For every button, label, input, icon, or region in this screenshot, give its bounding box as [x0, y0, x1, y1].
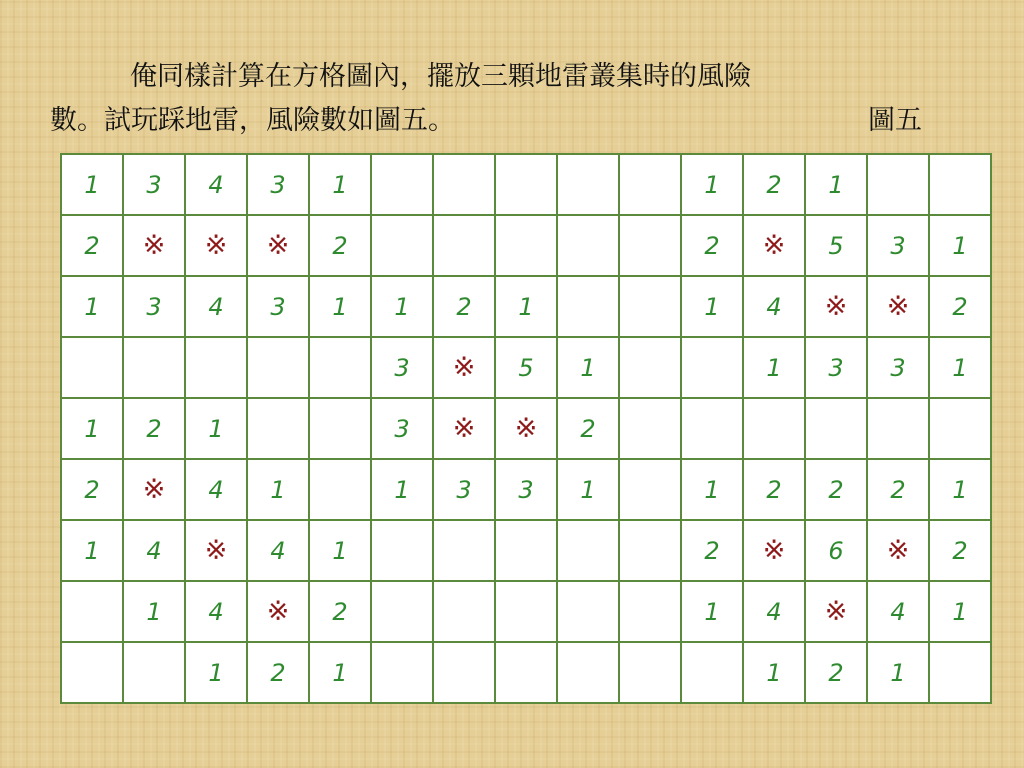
empty-cell	[123, 337, 185, 398]
risk-number-cell: 1	[805, 154, 867, 215]
risk-number-cell: 2	[61, 215, 123, 276]
risk-number-cell: 4	[743, 581, 805, 642]
empty-cell	[619, 215, 681, 276]
risk-number-cell: 1	[495, 276, 557, 337]
empty-cell	[371, 520, 433, 581]
mine-cell: ※	[433, 398, 495, 459]
empty-cell	[433, 520, 495, 581]
risk-number-cell: 1	[123, 581, 185, 642]
empty-cell	[557, 642, 619, 703]
risk-number-cell: 1	[61, 520, 123, 581]
empty-cell	[433, 215, 495, 276]
risk-number-cell: 5	[495, 337, 557, 398]
risk-number-cell: 1	[681, 581, 743, 642]
risk-number-cell: 3	[495, 459, 557, 520]
empty-cell	[185, 337, 247, 398]
empty-cell	[619, 337, 681, 398]
empty-cell	[619, 276, 681, 337]
mine-cell: ※	[495, 398, 557, 459]
mine-cell: ※	[247, 581, 309, 642]
paragraph-line-1: 俺同樣計算在方格圖內，擺放三顆地雷叢集時的風險	[130, 61, 751, 92]
empty-cell	[495, 642, 557, 703]
mine-cell: ※	[433, 337, 495, 398]
risk-number-cell: 1	[309, 520, 371, 581]
risk-number-cell: 2	[123, 398, 185, 459]
empty-cell	[805, 398, 867, 459]
mine-cell: ※	[247, 215, 309, 276]
risk-number-cell: 3	[867, 215, 929, 276]
risk-number-cell: 2	[557, 398, 619, 459]
risk-number-cell: 1	[185, 398, 247, 459]
grid-row	[61, 215, 991, 276]
empty-cell	[247, 398, 309, 459]
risk-number-cell: 3	[247, 276, 309, 337]
grid-row	[61, 337, 991, 398]
risk-number-cell: 1	[743, 337, 805, 398]
mine-cell: ※	[185, 520, 247, 581]
empty-cell	[619, 154, 681, 215]
empty-cell	[557, 215, 619, 276]
risk-number-cell: 2	[743, 154, 805, 215]
risk-number-cell: 1	[929, 215, 991, 276]
risk-number-cell: 2	[309, 215, 371, 276]
risk-number-cell: 1	[557, 337, 619, 398]
grid-body	[61, 154, 991, 703]
risk-number-cell: 1	[61, 154, 123, 215]
mine-cell: ※	[805, 276, 867, 337]
risk-number-cell: 1	[681, 276, 743, 337]
mine-cell: ※	[867, 520, 929, 581]
empty-cell	[929, 642, 991, 703]
empty-cell	[867, 398, 929, 459]
risk-number-cell: 4	[185, 459, 247, 520]
empty-cell	[309, 459, 371, 520]
risk-number-cell: 2	[929, 276, 991, 337]
empty-cell	[61, 337, 123, 398]
grid-row	[61, 581, 991, 642]
risk-number-cell: 3	[371, 337, 433, 398]
risk-number-cell: 1	[309, 276, 371, 337]
empty-cell	[557, 581, 619, 642]
risk-number-cell: 1	[371, 276, 433, 337]
empty-cell	[619, 581, 681, 642]
empty-cell	[247, 337, 309, 398]
risk-number-cell: 3	[247, 154, 309, 215]
figure-label: 圖五	[868, 105, 922, 136]
mine-cell: ※	[123, 215, 185, 276]
risk-number-cell: 3	[123, 276, 185, 337]
risk-number-cell: 1	[681, 459, 743, 520]
risk-number-cell: 1	[61, 398, 123, 459]
empty-cell	[619, 520, 681, 581]
paragraph-line-2-row	[50, 99, 980, 143]
empty-cell	[557, 154, 619, 215]
risk-number-cell: 6	[805, 520, 867, 581]
risk-number-cell: 4	[867, 581, 929, 642]
empty-cell	[495, 215, 557, 276]
risk-number-cell: 1	[61, 276, 123, 337]
mine-cell: ※	[867, 276, 929, 337]
risk-number-cell: 2	[743, 459, 805, 520]
risk-number-cell: 1	[929, 459, 991, 520]
risk-number-cell: 2	[805, 459, 867, 520]
risk-number-cell: 2	[681, 215, 743, 276]
empty-cell	[433, 154, 495, 215]
empty-cell	[619, 642, 681, 703]
empty-cell	[309, 337, 371, 398]
mine-cell: ※	[185, 215, 247, 276]
risk-number-cell: 3	[371, 398, 433, 459]
empty-cell	[371, 581, 433, 642]
risk-number-cell: 4	[123, 520, 185, 581]
empty-cell	[61, 642, 123, 703]
risk-number-cell: 1	[309, 642, 371, 703]
risk-number-cell: 4	[185, 154, 247, 215]
risk-number-cell: 3	[123, 154, 185, 215]
risk-number-cell: 1	[371, 459, 433, 520]
grid-row	[61, 276, 991, 337]
risk-number-cell: 1	[681, 154, 743, 215]
empty-cell	[371, 215, 433, 276]
paragraph-line-2: 數。試玩踩地雷，風險數如圖五。	[50, 105, 455, 136]
risk-number-cell: 2	[61, 459, 123, 520]
grid-row	[61, 398, 991, 459]
risk-number-cell: 2	[805, 642, 867, 703]
empty-cell	[929, 398, 991, 459]
grid-row	[61, 520, 991, 581]
risk-number-cell: 1	[929, 581, 991, 642]
empty-cell	[309, 398, 371, 459]
risk-number-cell: 2	[309, 581, 371, 642]
empty-cell	[867, 154, 929, 215]
risk-number-cell: 3	[433, 459, 495, 520]
empty-cell	[433, 581, 495, 642]
risk-number-cell: 1	[743, 642, 805, 703]
grid-row	[61, 642, 991, 703]
empty-cell	[61, 581, 123, 642]
empty-cell	[681, 642, 743, 703]
risk-number-cell: 2	[681, 520, 743, 581]
empty-cell	[123, 642, 185, 703]
risk-number-cell: 4	[185, 581, 247, 642]
risk-number-cell: 2	[433, 276, 495, 337]
grid-row	[61, 154, 991, 215]
empty-cell	[371, 154, 433, 215]
grid-row	[61, 459, 991, 520]
risk-number-cell: 1	[309, 154, 371, 215]
intro-paragraph	[50, 55, 980, 143]
risk-number-cell: 1	[557, 459, 619, 520]
minesweeper-risk-grid	[60, 153, 992, 704]
risk-number-cell: 1	[247, 459, 309, 520]
empty-cell	[495, 520, 557, 581]
risk-number-cell: 4	[247, 520, 309, 581]
empty-cell	[619, 459, 681, 520]
risk-number-cell: 2	[867, 459, 929, 520]
risk-number-cell: 1	[185, 642, 247, 703]
risk-number-cell: 5	[805, 215, 867, 276]
risk-number-cell: 4	[743, 276, 805, 337]
mine-cell: ※	[805, 581, 867, 642]
mine-cell: ※	[743, 215, 805, 276]
empty-cell	[619, 398, 681, 459]
risk-number-cell: 2	[247, 642, 309, 703]
empty-cell	[743, 398, 805, 459]
risk-number-cell: 3	[805, 337, 867, 398]
risk-number-cell: 4	[185, 276, 247, 337]
empty-cell	[495, 581, 557, 642]
empty-cell	[681, 398, 743, 459]
empty-cell	[557, 276, 619, 337]
mine-cell: ※	[123, 459, 185, 520]
risk-number-cell: 2	[929, 520, 991, 581]
mine-cell: ※	[743, 520, 805, 581]
risk-number-cell: 3	[867, 337, 929, 398]
empty-cell	[433, 642, 495, 703]
empty-cell	[371, 642, 433, 703]
empty-cell	[557, 520, 619, 581]
empty-cell	[681, 337, 743, 398]
empty-cell	[495, 154, 557, 215]
risk-number-cell: 1	[929, 337, 991, 398]
risk-number-cell: 1	[867, 642, 929, 703]
empty-cell	[929, 154, 991, 215]
